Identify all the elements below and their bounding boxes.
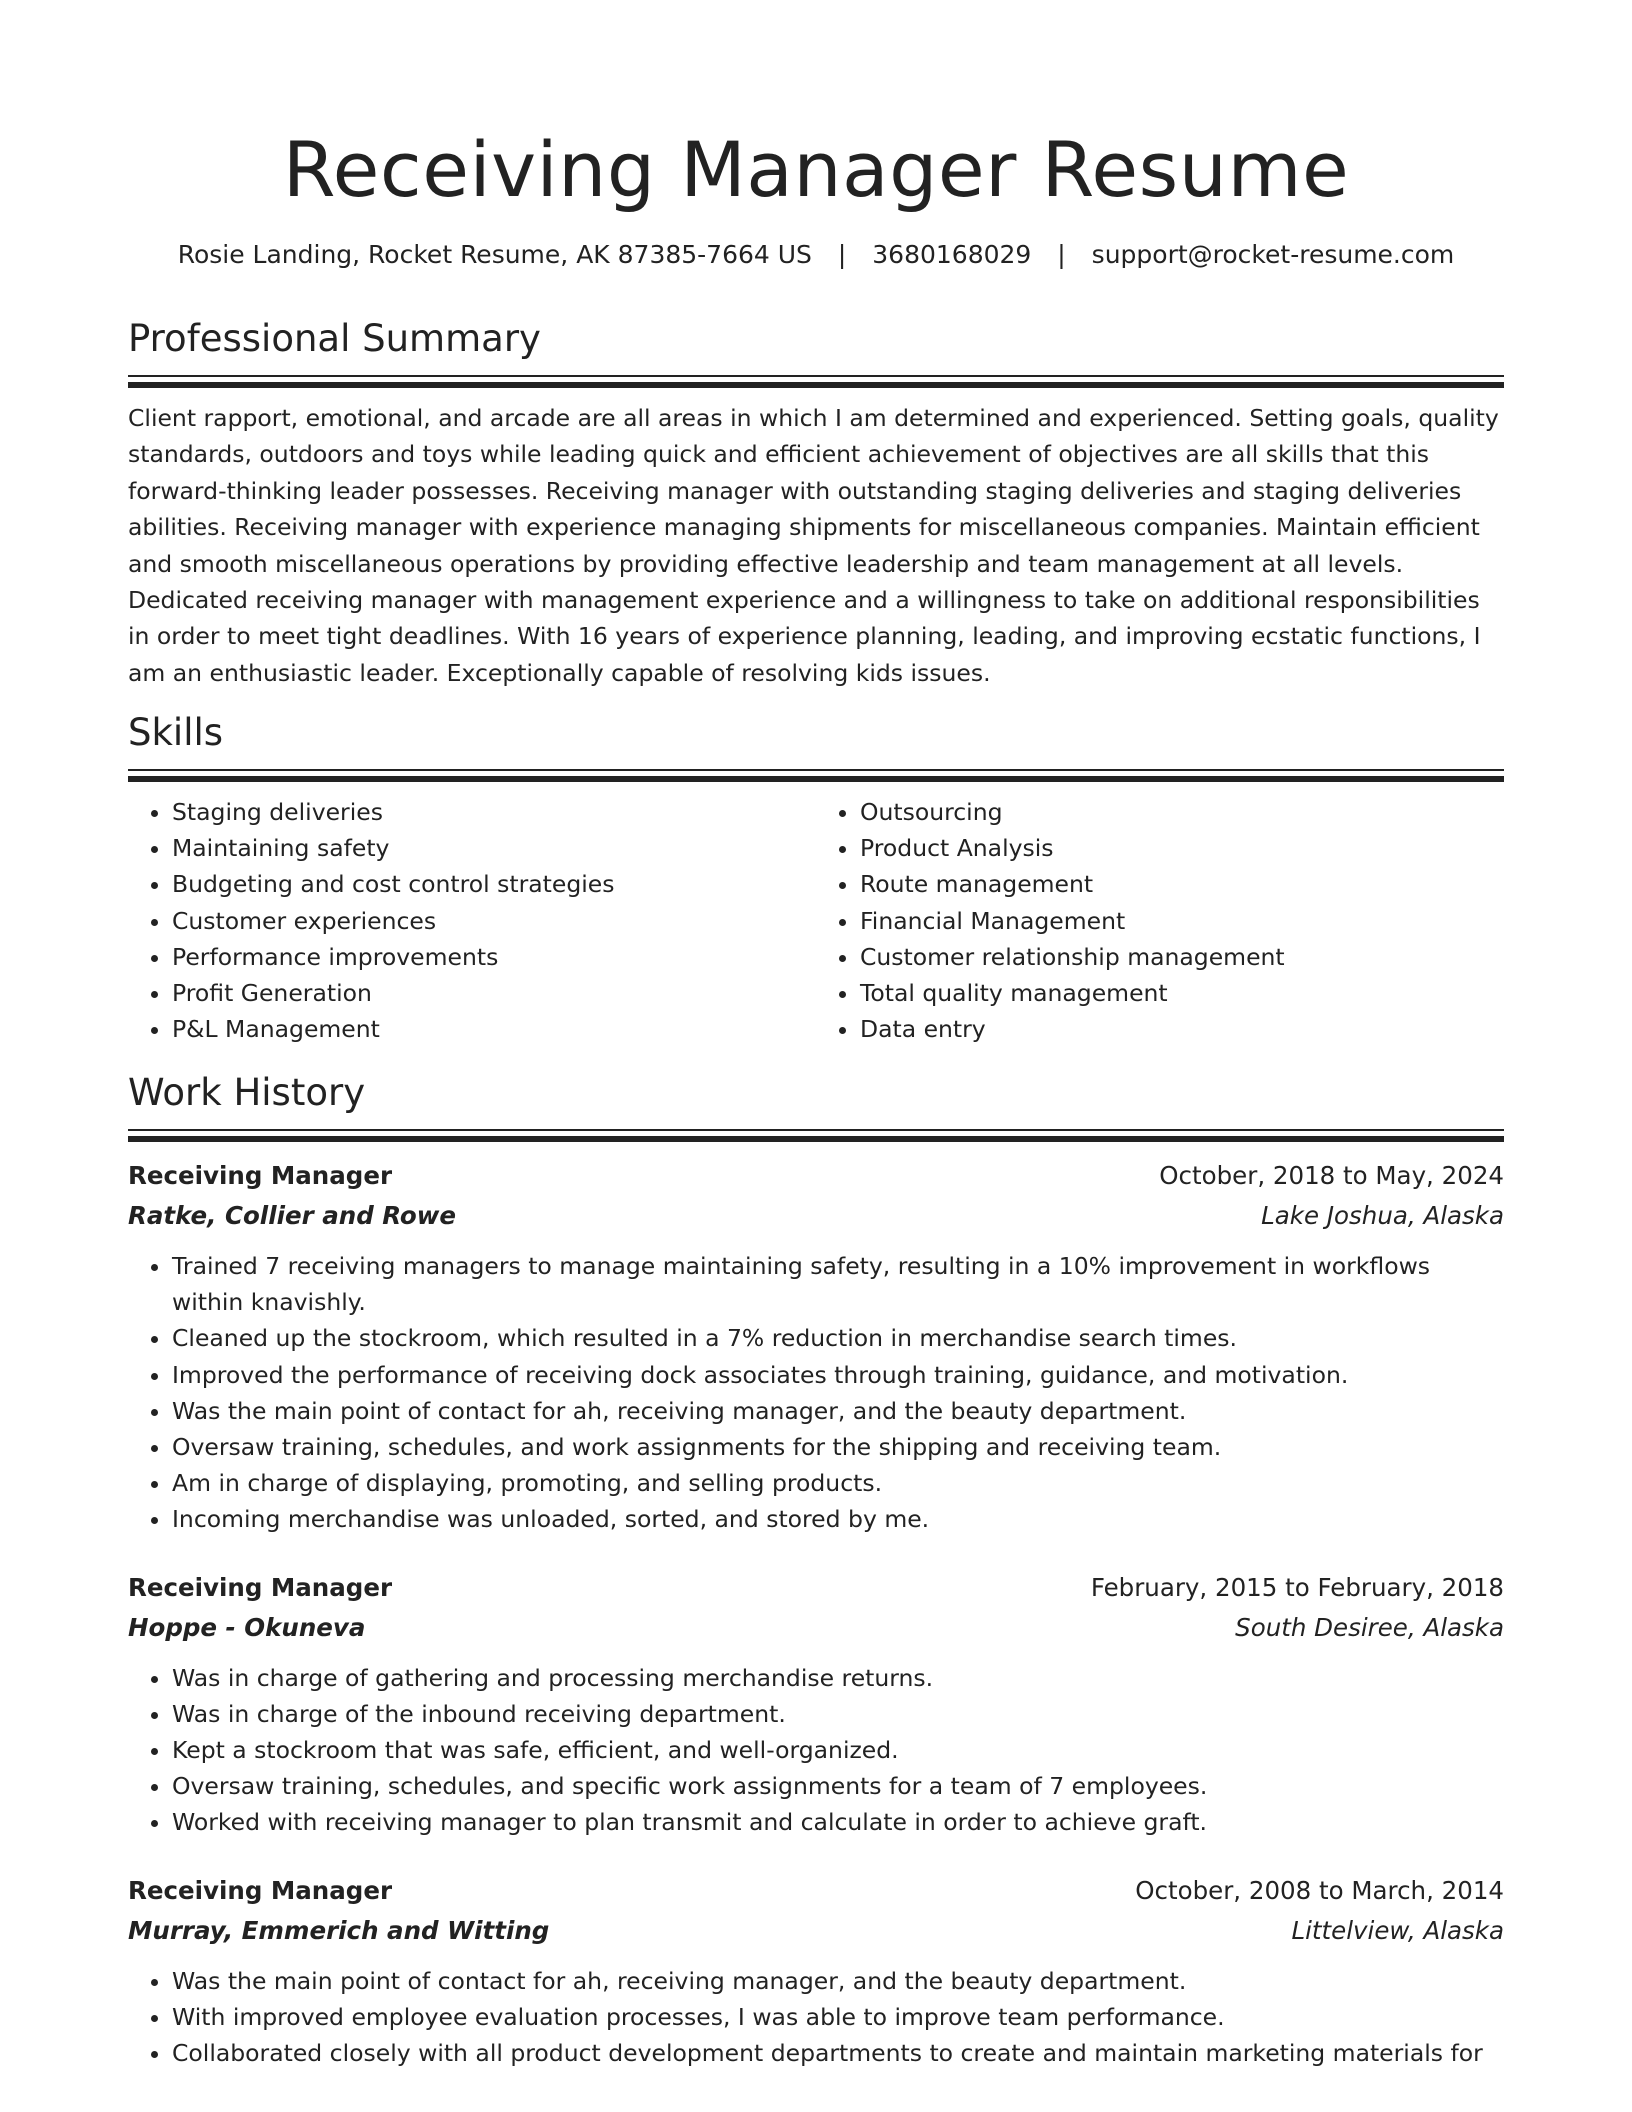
job-location: Lake Joshua, Alaska (1261, 1200, 1504, 1230)
professional-summary-section (128, 315, 1504, 691)
job-bullet: • Worked with receiving manager to plan transmit and calculate in order to achieve graft. (172, 1804, 1504, 1840)
job-bullet: • Kept a stockroom that was safe, efficient, and well-organized. (172, 1732, 1504, 1768)
section-divider (128, 1129, 1504, 1142)
job-bullet: • Oversaw training, schedules, and work assignments for the shipping and receiving team. (172, 1429, 1504, 1465)
job-header-row (128, 1568, 1504, 1608)
contact-line (128, 238, 1504, 272)
job-dates: February, 2015 to February, 2018 (1090, 1572, 1504, 1602)
skill-item: • Maintaining safety (172, 830, 816, 866)
job-company-row (128, 1608, 1504, 1648)
job-dates: October, 2018 to May, 2024 (1159, 1160, 1504, 1190)
job-bullet: • Incoming merchandise was unloaded, sorted, and stored by me. (172, 1501, 1504, 1537)
skill-item: • Outsourcing (860, 794, 1504, 830)
contact-separator: | (837, 240, 847, 269)
job-bullet: • Was in charge of the inbound receiving department. (172, 1696, 1504, 1732)
skill-item: • Financial Management (860, 903, 1504, 939)
skill-item: • Product Analysis (860, 830, 1504, 866)
skill-item: • Total quality management (860, 975, 1504, 1011)
job-bullets (128, 1963, 1504, 2072)
skills-column-right (816, 794, 1504, 1047)
skill-item: • Data entry (860, 1011, 1504, 1047)
job-entry (128, 1156, 1504, 1538)
job-location: South Desiree, Alaska (1235, 1612, 1504, 1642)
job-company-row (128, 1911, 1504, 1951)
contact-address: Rosie Landing, Rocket Resume, AK 87385-7664 US (177, 240, 812, 269)
skill-item: • Profit Generation (172, 975, 816, 1011)
page-title: Receiving Manager Resume (282, 125, 1350, 214)
job-title: Receiving Manager (128, 1572, 393, 1602)
job-header-row (128, 1871, 1504, 1911)
contact-phone: 3680168029 (872, 240, 1032, 269)
job-company: Ratke, Collier and Rowe (128, 1200, 456, 1230)
skill-item: • Route management (860, 866, 1504, 902)
job-entry (128, 1871, 1504, 2072)
job-bullet: • Trained 7 receiving managers to manage maintaining safety, resulting in a 10% improvement in workflows within knavishly. (172, 1248, 1504, 1320)
job-bullet: • Was the main point of contact for ah, receiving manager, and the beauty department. (172, 1393, 1504, 1429)
job-entry (128, 1568, 1504, 1841)
job-bullets (128, 1248, 1504, 1538)
skill-item: • P&L Management (172, 1011, 816, 1047)
job-company-row (128, 1196, 1504, 1236)
job-header-row (128, 1156, 1504, 1196)
section-divider (128, 769, 1504, 782)
job-company: Hoppe - Okuneva (128, 1612, 366, 1642)
skill-item: • Performance improvements (172, 939, 816, 975)
job-bullet: • With improved employee evaluation processes, I was able to improve team performance. (172, 1999, 1504, 2035)
section-heading: Skills (128, 711, 224, 755)
skill-item: • Staging deliveries (172, 794, 816, 830)
section-heading: Work History (128, 1070, 366, 1114)
job-bullet: • Was the main point of contact for ah, receiving manager, and the beauty department. (172, 1963, 1504, 1999)
skill-item: • Customer relationship management (860, 939, 1504, 975)
job-bullet: • Am in charge of displaying, promoting, and selling products. (172, 1465, 1504, 1501)
job-bullet: • Cleaned up the stockroom, which resulted in a 7% reduction in merchandise search times. (172, 1320, 1504, 1356)
skill-item: • Customer experiences (172, 903, 816, 939)
skills-column-left (128, 794, 816, 1047)
job-bullet: • Improved the performance of receiving dock associates through training, guidance, and motivation. (172, 1357, 1504, 1393)
job-bullet: • Oversaw training, schedules, and specific work assignments for a team of 7 employees. (172, 1768, 1504, 1804)
contact-email: support@rocket-resume.com (1091, 240, 1455, 269)
job-title: Receiving Manager (128, 1875, 393, 1905)
work-history-section (128, 1069, 1504, 2071)
job-title: Receiving Manager (128, 1160, 393, 1190)
job-company: Murray, Emmerich and Witting (128, 1915, 550, 1945)
skills-grid (128, 794, 1504, 1047)
section-divider (128, 375, 1504, 388)
job-dates: October, 2008 to March, 2014 (1135, 1875, 1504, 1905)
job-location: Littelview, Alaska (1291, 1915, 1504, 1945)
job-bullets (128, 1660, 1504, 1841)
section-heading: Professional Summary (128, 317, 541, 360)
skill-item: • Budgeting and cost control strategies (172, 866, 816, 902)
job-bullet: • Was in charge of gathering and processing merchandise returns. (172, 1660, 1504, 1696)
contact-separator: | (1057, 240, 1066, 269)
job-bullet: • Collaborated closely with all product development departments to create and maintain marketing materials for (172, 2035, 1504, 2071)
skills-section (128, 709, 1504, 1047)
summary-text: Client rapport, emotional, and arcade are all areas in which I am determined and experienced. Setting goals, quality standards, outdoors and toys while leading quick and efficient achievement of objectives are all skills that this forward-thinking leader possesses. Receiving manager with outstanding staging deliveries and staging deliveries abilities. Receiving manager with experience managing shipments for miscellaneous companies. Maintain efficient and smooth miscellaneous operations by providing effective leadership and team management at all levels. Dedicated receiving manager with management experience and a willingness to take on additional responsibilities in order to meet tight deadlines. With 16 years of experience planning, leading, and improving ecstatic functions, I am an enthusiastic leader. Exceptionally capable of resolving kids issues. (128, 404, 1499, 687)
